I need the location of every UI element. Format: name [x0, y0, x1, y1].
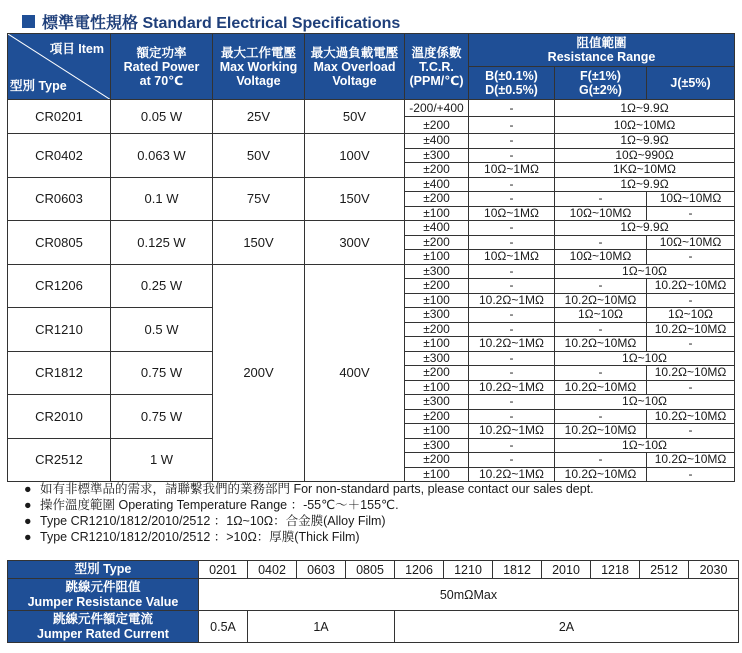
- value-f-cell: -: [555, 192, 647, 207]
- value-b-cell: -: [469, 134, 555, 149]
- type-cell: CR1210: [8, 308, 111, 352]
- header-power-en: Rated Power: [123, 59, 200, 74]
- jumper-current-value: 0.5A: [199, 611, 248, 643]
- note-text: 操作溫度範圍 Operating Temperature Range ：-55℃～＋155℃.: [40, 498, 399, 512]
- value-b-cell: -: [469, 264, 555, 279]
- value-fj-cell: 1Ω~10Ω: [555, 395, 735, 410]
- note-text: Type CR1210/1812/2010/2512 ：1Ω~10Ω：合金膜(Alloy Film): [40, 514, 386, 528]
- jumper-type-cell: 1218: [591, 561, 640, 579]
- tcr-cell: ±400: [405, 134, 469, 149]
- jumper-table: [7, 560, 739, 643]
- header-col-f: [555, 67, 647, 100]
- jumper-current-en: Jumper Rated Current: [37, 626, 169, 641]
- value-b-cell: -: [469, 177, 555, 192]
- jumper-type-cell: 1206: [395, 561, 444, 579]
- value-f-cell: -: [555, 322, 647, 337]
- jumper-type-cell: 2512: [640, 561, 689, 579]
- type-cell: CR0201: [8, 100, 111, 134]
- jumper-resistance-value: 50mΩMax: [199, 579, 739, 611]
- jumper-current-value: 2A: [395, 611, 739, 643]
- jumper-type-cell: 0201: [199, 561, 248, 579]
- value-f-cell: 10.2Ω~10MΩ: [555, 293, 647, 308]
- section-title-text: 標準電性規格 Standard Electrical Specifications: [42, 14, 401, 32]
- working-voltage-cell: 75V: [213, 177, 305, 221]
- value-j-cell: -: [647, 293, 735, 308]
- tcr-cell: ±200: [405, 453, 469, 468]
- value-b-cell: -: [469, 438, 555, 453]
- value-j-cell: -: [647, 206, 735, 221]
- value-b-cell: -: [469, 308, 555, 323]
- type-cell: CR0603: [8, 177, 111, 221]
- value-f-cell: -: [555, 409, 647, 424]
- tcr-cell: ±300: [405, 148, 469, 163]
- value-b-cell: 10Ω~1MΩ: [469, 163, 555, 178]
- value-f-cell: -: [555, 235, 647, 250]
- tcr-cell: ±200: [405, 409, 469, 424]
- tcr-cell: ±400: [405, 177, 469, 192]
- value-f-cell: 10Ω~10MΩ: [555, 250, 647, 265]
- header-col-f-1: F(±1%): [580, 69, 621, 83]
- header-resistance-range: [469, 34, 735, 67]
- overload-voltage-cell: 400V: [305, 264, 405, 482]
- jumper-resistance-zh: 跳線元件阻值: [65, 579, 141, 594]
- working-voltage-cell: 50V: [213, 134, 305, 178]
- value-j-cell: 10.2Ω~10MΩ: [647, 366, 735, 381]
- value-f-cell: 10.2Ω~10MΩ: [555, 380, 647, 395]
- type-cell: CR0805: [8, 221, 111, 265]
- tcr-cell: ±100: [405, 293, 469, 308]
- header-col-f-2: G(±2%): [579, 83, 622, 97]
- power-cell: 0.063 W: [111, 134, 213, 178]
- jumper-type-label: 型別 Type: [8, 561, 199, 579]
- working-voltage-cell: 200V: [213, 264, 305, 482]
- bullet-icon: ●: [24, 482, 32, 496]
- value-fj-cell: 1KΩ~10MΩ: [555, 163, 735, 178]
- jumper-current-value: 1A: [248, 611, 395, 643]
- tcr-cell: ±200: [405, 235, 469, 250]
- jumper-type-cell: 0402: [248, 561, 297, 579]
- note-item: [24, 529, 594, 545]
- value-b-cell: -: [469, 192, 555, 207]
- value-b-cell: 10.2Ω~1MΩ: [469, 424, 555, 439]
- header-tcr-unit: (PPM/℃): [409, 73, 464, 88]
- tcr-cell: ±300: [405, 351, 469, 366]
- bullet-icon: ●: [24, 498, 32, 512]
- value-j-cell: 10.2Ω~10MΩ: [647, 453, 735, 468]
- header-max-working-en: Max Working: [219, 59, 298, 74]
- value-f-cell: 10.2Ω~10MΩ: [555, 337, 647, 352]
- jumper-resistance-en: Jumper Resistance Value: [27, 594, 179, 609]
- value-b-cell: 10.2Ω~1MΩ: [469, 293, 555, 308]
- tcr-cell: ±100: [405, 380, 469, 395]
- header-max-overload-en: Max Overload: [313, 59, 396, 74]
- spec-row: [8, 264, 735, 279]
- spec-row: [8, 177, 735, 192]
- value-f-cell: 10.2Ω~10MΩ: [555, 467, 647, 482]
- header-tcr-en: T.C.R.: [419, 59, 454, 74]
- header-col-b-1: B(±0.1%): [485, 69, 538, 83]
- value-b-cell: -: [469, 351, 555, 366]
- note-item: [24, 513, 594, 529]
- tcr-cell: ±100: [405, 206, 469, 221]
- header-col-j: J(±5%): [647, 67, 735, 100]
- header-power-cond: at 70℃: [139, 73, 184, 88]
- value-f-cell: -: [555, 279, 647, 294]
- header-max-overload-en2: Voltage: [332, 73, 377, 88]
- jumper-type-cell: 0603: [297, 561, 346, 579]
- jumper-current-label: [8, 611, 199, 643]
- header-resistance-zh: 阻值範圍: [576, 36, 627, 50]
- header-col-b-2: D(±0.5%): [485, 83, 538, 97]
- tcr-cell: ±300: [405, 264, 469, 279]
- tcr-cell: ±200: [405, 192, 469, 207]
- value-b-cell: -: [469, 395, 555, 410]
- power-cell: 0.5 W: [111, 308, 213, 352]
- tcr-cell: -200/+400: [405, 100, 469, 117]
- value-b-cell: -: [469, 221, 555, 236]
- power-cell: 0.75 W: [111, 351, 213, 395]
- header-max-working-zh: 最大工作電壓: [220, 45, 296, 60]
- value-fj-cell: 1Ω~9.9Ω: [555, 100, 735, 117]
- working-voltage-cell: 25V: [213, 100, 305, 134]
- spec-row: [8, 134, 735, 149]
- tcr-cell: ±300: [405, 395, 469, 410]
- header-max-overload-zh: 最大過負載電壓: [310, 45, 399, 60]
- tcr-cell: ±200: [405, 322, 469, 337]
- jumper-resistance-label: [8, 579, 199, 611]
- note-text: 如有非標準品的需求，請聯繫我們的業務部門 For non-standard parts, please contact our sales dept.: [40, 482, 594, 496]
- note-text: Type CR1210/1812/2010/2512 ：>10Ω：厚膜(Thick Film): [40, 530, 360, 544]
- value-b-cell: -: [469, 409, 555, 424]
- bullet-icon: ●: [24, 514, 32, 528]
- value-fj-cell: 1Ω~10Ω: [555, 264, 735, 279]
- power-cell: 0.75 W: [111, 395, 213, 439]
- value-j-cell: -: [647, 250, 735, 265]
- notes-list: [24, 481, 594, 545]
- overload-voltage-cell: 100V: [305, 134, 405, 178]
- value-j-cell: -: [647, 380, 735, 395]
- title-square-icon: [22, 15, 35, 28]
- power-cell: 0.05 W: [111, 100, 213, 134]
- header-max-working: [213, 34, 305, 100]
- value-fj-cell: 1Ω~10Ω: [555, 351, 735, 366]
- header-item-type: [8, 34, 111, 100]
- tcr-cell: ±200: [405, 279, 469, 294]
- tcr-cell: ±400: [405, 221, 469, 236]
- value-b-cell: -: [469, 100, 555, 117]
- tcr-cell: ±300: [405, 308, 469, 323]
- value-fj-cell: 10Ω~10MΩ: [555, 117, 735, 134]
- value-j-cell: -: [647, 424, 735, 439]
- value-j-cell: 10.2Ω~10MΩ: [647, 409, 735, 424]
- value-b-cell: 10Ω~1MΩ: [469, 206, 555, 221]
- power-cell: 0.1 W: [111, 177, 213, 221]
- value-j-cell: 10.2Ω~10MΩ: [647, 322, 735, 337]
- value-fj-cell: 1Ω~9.9Ω: [555, 177, 735, 192]
- header-col-b: [469, 67, 555, 100]
- value-b-cell: -: [469, 453, 555, 468]
- value-j-cell: 1Ω~10Ω: [647, 308, 735, 323]
- spec-row: [8, 100, 735, 117]
- tcr-cell: ±100: [405, 337, 469, 352]
- power-cell: 0.25 W: [111, 264, 213, 308]
- header-item: 項目 Item: [49, 42, 104, 56]
- jumper-type-cell: 2010: [542, 561, 591, 579]
- value-j-cell: 10.2Ω~10MΩ: [647, 279, 735, 294]
- spec-row: [8, 221, 735, 236]
- value-f-cell: 10.2Ω~10MΩ: [555, 424, 647, 439]
- value-j-cell: 10Ω~10MΩ: [647, 235, 735, 250]
- header-type: 型別 Type: [10, 79, 67, 93]
- tcr-cell: ±200: [405, 117, 469, 134]
- value-b-cell: -: [469, 117, 555, 134]
- power-cell: 0.125 W: [111, 221, 213, 265]
- jumper-type-cell: 1210: [444, 561, 493, 579]
- jumper-current-zh: 跳線元件額定電流: [52, 611, 153, 626]
- value-b-cell: -: [469, 366, 555, 381]
- header-power-zh: 額定功率: [136, 45, 187, 60]
- header-max-working-en2: Voltage: [236, 73, 281, 88]
- value-b-cell: 10.2Ω~1MΩ: [469, 337, 555, 352]
- tcr-cell: ±200: [405, 366, 469, 381]
- overload-voltage-cell: 300V: [305, 221, 405, 265]
- value-f-cell: 1Ω~10Ω: [555, 308, 647, 323]
- section-title: [22, 11, 400, 31]
- power-cell: 1 W: [111, 438, 213, 482]
- type-cell: CR1812: [8, 351, 111, 395]
- header-power: [111, 34, 213, 100]
- value-b-cell: 10Ω~1MΩ: [469, 250, 555, 265]
- value-j-cell: 10Ω~10MΩ: [647, 192, 735, 207]
- value-b-cell: -: [469, 148, 555, 163]
- header-max-overload: [305, 34, 405, 100]
- value-b-cell: 10.2Ω~1MΩ: [469, 467, 555, 482]
- tcr-cell: ±200: [405, 163, 469, 178]
- type-cell: CR1206: [8, 264, 111, 308]
- note-item: [24, 497, 594, 513]
- note-item: [24, 481, 594, 497]
- value-f-cell: 10Ω~10MΩ: [555, 206, 647, 221]
- overload-voltage-cell: 50V: [305, 100, 405, 134]
- jumper-type-cell: 2030: [689, 561, 739, 579]
- value-fj-cell: 1Ω~10Ω: [555, 438, 735, 453]
- jumper-type-cell: 0805: [346, 561, 395, 579]
- tcr-cell: ±100: [405, 467, 469, 482]
- value-f-cell: -: [555, 453, 647, 468]
- value-fj-cell: 10Ω~990Ω: [555, 148, 735, 163]
- value-j-cell: -: [647, 337, 735, 352]
- value-b-cell: -: [469, 322, 555, 337]
- jumper-type-cell: 1812: [493, 561, 542, 579]
- header-resistance-en: Resistance Range: [547, 50, 656, 64]
- value-fj-cell: 1Ω~9.9Ω: [555, 134, 735, 149]
- value-b-cell: -: [469, 235, 555, 250]
- bullet-icon: ●: [24, 530, 32, 544]
- type-cell: CR0402: [8, 134, 111, 178]
- value-f-cell: -: [555, 366, 647, 381]
- working-voltage-cell: 150V: [213, 221, 305, 265]
- header-tcr: [405, 34, 469, 100]
- tcr-cell: ±100: [405, 424, 469, 439]
- value-j-cell: -: [647, 467, 735, 482]
- tcr-cell: ±300: [405, 438, 469, 453]
- type-cell: CR2512: [8, 438, 111, 482]
- tcr-cell: ±100: [405, 250, 469, 265]
- value-b-cell: -: [469, 279, 555, 294]
- value-b-cell: 10.2Ω~1MΩ: [469, 380, 555, 395]
- spec-table: [7, 33, 735, 482]
- overload-voltage-cell: 150V: [305, 177, 405, 221]
- type-cell: CR2010: [8, 395, 111, 439]
- header-tcr-zh: 溫度係數: [411, 45, 462, 60]
- value-fj-cell: 1Ω~9.9Ω: [555, 221, 735, 236]
